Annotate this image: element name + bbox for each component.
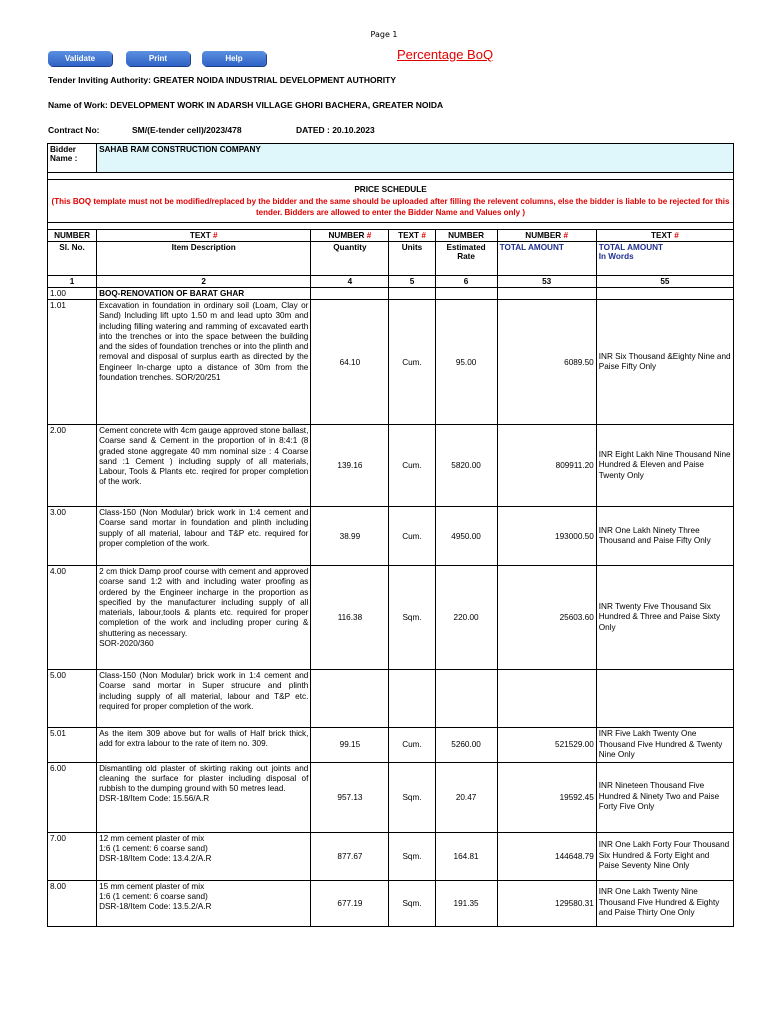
item-total-amount[interactable]: 144648.79 (497, 832, 596, 880)
contract-number: SM/(E-tender cell)/2023/478 (132, 125, 242, 135)
column-number-row (48, 276, 734, 288)
type-cell: NUMBER (435, 230, 497, 242)
help-button[interactable]: Help (202, 51, 266, 66)
header-amount-in-words: TOTAL AMOUNT In Words (596, 242, 733, 276)
item-total-amount[interactable]: 193000.50 (497, 507, 596, 566)
item-amount-in-words[interactable]: INR One Lakh Ninety Three Thousand and Paise Fifty Only (596, 507, 733, 566)
column-number: 55 (596, 276, 733, 288)
type-cell: TEXT # (97, 230, 311, 242)
item-number: 1.01 (48, 300, 97, 425)
item-unit: Cum. (389, 728, 435, 763)
spacer-row (48, 173, 734, 180)
contract-label: Contract No: (48, 125, 100, 135)
bidder-label: Bidder Name : (48, 144, 97, 173)
header-estimated-rate: Estimated Rate (435, 242, 497, 276)
item-quantity: 139.16 (311, 425, 389, 507)
item-quantity: 877.67 (311, 832, 389, 880)
table-row (48, 762, 734, 832)
contract-info (48, 125, 375, 135)
item-description: 12 mm cement plaster of mix 1:6 (1 cement: 6 coarse sand) DSR-18/Item Code: 13.4.2/A.R (97, 832, 311, 880)
column-number: 5 (389, 276, 435, 288)
item-unit: Cum. (389, 425, 435, 507)
item-description: Class-150 (Non Modular) brick work in 1:4 cement and Coarse sand mortar in Super strucure and plinth including supply of all material, labour and T&P etc. required for proper completion of the work. (97, 670, 311, 728)
name-of-work: Name of Work: DEVELOPMENT WORK IN ADARSH VILLAGE GHORI BACHERA, GREATER NOIDA (48, 100, 444, 110)
column-number: 4 (311, 276, 389, 288)
item-estimated-rate[interactable]: 191.35 (435, 880, 497, 926)
item-description: 15 mm cement plaster of mix 1:6 (1 cement: 6 coarse sand) DSR-18/Item Code: 13.5.2/A.R (97, 880, 311, 926)
item-total-amount[interactable]: 809911.20 (497, 425, 596, 507)
item-total-amount[interactable]: 521529.00 (497, 728, 596, 763)
type-cell: NUMBER (48, 230, 97, 242)
item-description: 2 cm thick Damp proof course with cement and approved coarse sand 1:2 with and including water proofing as ordered by the Engineer incharge in the proportion as specified by the manufacturer including supply of all materials, labour,tools & plants etc. required for proper completion of the work and including proper curing & shuttering as necessary. SOR-2020/360 (97, 566, 311, 670)
type-cell: TEXT # (596, 230, 733, 242)
item-quantity: 99.15 (311, 728, 389, 763)
column-number: 53 (497, 276, 596, 288)
table-row (48, 507, 734, 566)
type-cell: NUMBER # (311, 230, 389, 242)
item-quantity: 116.38 (311, 566, 389, 670)
item-unit: Sqm. (389, 832, 435, 880)
table-row (48, 728, 734, 763)
column-number: 6 (435, 276, 497, 288)
item-number: 3.00 (48, 507, 97, 566)
header-row (48, 242, 734, 276)
item-total-amount[interactable]: 129580.31 (497, 880, 596, 926)
item-estimated-rate[interactable]: 164.81 (435, 832, 497, 880)
item-number: 7.00 (48, 832, 97, 880)
item-amount-in-words[interactable] (596, 670, 733, 728)
item-number: 4.00 (48, 566, 97, 670)
item-total-amount[interactable] (497, 670, 596, 728)
section-title: BOQ-RENOVATION OF BARAT GHAR (97, 288, 311, 300)
section-number: 1.00 (48, 288, 97, 300)
spacer-row (48, 223, 734, 230)
item-description: Dismantling old plaster of skirting raking out joints and cleaning the surface for plaster including disposal of rubbish to the dumping ground with 50 metres lead. DSR-18/Item Code: 15.56/A.R (97, 762, 311, 832)
item-amount-in-words[interactable]: INR Five Lakh Twenty One Thousand Five Hundred & Twenty Nine Only (596, 728, 733, 763)
item-estimated-rate[interactable]: 4950.00 (435, 507, 497, 566)
header-total-amount: TOTAL AMOUNT (497, 242, 596, 276)
print-button[interactable]: Print (126, 51, 190, 66)
item-amount-in-words[interactable]: INR Nineteen Thousand Five Hundred & Ninety Two and Paise Forty Five Only (596, 762, 733, 832)
type-cell: TEXT # (389, 230, 435, 242)
item-total-amount[interactable]: 19592.45 (497, 762, 596, 832)
item-estimated-rate[interactable]: 220.00 (435, 566, 497, 670)
item-description: As the item 309 above but for walls of Half brick thick, add for extra labour to the rate of item no. 309. (97, 728, 311, 763)
item-amount-in-words[interactable]: INR Eight Lakh Nine Thousand Nine Hundred & Eleven and Paise Twenty Only (596, 425, 733, 507)
item-total-amount[interactable]: 6089.50 (497, 300, 596, 425)
item-unit: Sqm. (389, 762, 435, 832)
type-cell: NUMBER # (497, 230, 596, 242)
item-description: Class-150 (Non Modular) brick work in 1:4 cement and Coarse sand mortar in foundation and plinth including supply of all material, labour and T&P etc. required for proper completion of the work. (97, 507, 311, 566)
item-description: Cement concrete with 4cm gauge approved stone ballast, Coarse sand & Cement in the proportion of in 8:4:1 (8 graded stone aggregate 40 mm nominal size : 4 Coarse sand :1 Cement ) including supply of all materials, Labour, Tools & Plants etc. reqired for proper completion of the work. (97, 425, 311, 507)
column-number: 1 (48, 276, 97, 288)
item-amount-in-words[interactable]: INR Twenty Five Thousand Six Hundred & Three and Paise Sixty Only (596, 566, 733, 670)
header-quantity: Quantity (311, 242, 389, 276)
item-unit (389, 670, 435, 728)
table-row (48, 670, 734, 728)
item-unit: Cum. (389, 300, 435, 425)
item-quantity: 64.10 (311, 300, 389, 425)
page-title: Percentage BoQ (396, 47, 494, 62)
item-description: Excavation in foundation in ordinary soil (Loam, Clay or Sand) Including lift upto 1.50 m and lead upto 30m and including filling watering and ramming of excavated earth into the trenches or into the space between the building and the sides of foundation trenches or into the plinth and removal and disposal of surplus earth as directed by the Engineer In-charge upto a distance of 30m from the foundation trenches. SOR/20/251 (97, 300, 311, 425)
item-amount-in-words[interactable]: INR One Lakh Twenty Nine Thousand Five Hundred & Eighty and Paise Thirty One Only (596, 880, 733, 926)
price-schedule-heading: PRICE SCHEDULE (354, 185, 427, 194)
item-unit: Sqm. (389, 566, 435, 670)
boq-warning: (This BOQ template must not be modified/replaced by the bidder and the same should be uploaded after filling the relevent columns, else the bidder is liable to be rejected for this tender. Bidders are allowed to enter the Bidder Name and Values only ) (51, 197, 730, 217)
item-estimated-rate[interactable]: 20.47 (435, 762, 497, 832)
table-row (48, 832, 734, 880)
tender-authority: Tender Inviting Authority: GREATER NOIDA INDUSTRIAL DEVELOPMENT AUTHORITY (48, 75, 397, 85)
item-unit: Cum. (389, 507, 435, 566)
section-row (48, 288, 734, 300)
bidder-name-field[interactable]: SAHAB RAM CONSTRUCTION COMPANY (97, 144, 734, 173)
table-row (48, 566, 734, 670)
item-number: 8.00 (48, 880, 97, 926)
item-number: 5.01 (48, 728, 97, 763)
item-estimated-rate[interactable]: 5820.00 (435, 425, 497, 507)
table-row (48, 880, 734, 926)
header-units: Units (389, 242, 435, 276)
boq-table (47, 143, 734, 927)
item-estimated-rate[interactable] (435, 670, 497, 728)
item-number: 2.00 (48, 425, 97, 507)
item-number: 5.00 (48, 670, 97, 728)
item-quantity: 677.19 (311, 880, 389, 926)
page-label: Page 1 (370, 30, 398, 39)
item-amount-in-words[interactable]: INR Six Thousand &Eighty Nine and Paise Fifty Only (596, 300, 733, 425)
price-schedule-row (48, 180, 734, 223)
type-row (48, 230, 734, 242)
validate-button[interactable]: Validate (48, 51, 112, 66)
item-unit: Sqm. (389, 880, 435, 926)
item-number: 6.00 (48, 762, 97, 832)
item-quantity: 38.99 (311, 507, 389, 566)
item-quantity: 957.13 (311, 762, 389, 832)
contract-date: DATED : 20.10.2023 (296, 125, 375, 135)
item-amount-in-words[interactable]: INR One Lakh Forty Four Thousand Six Hundred & Forty Eight and Paise Seventy Nine Only (596, 832, 733, 880)
item-quantity (311, 670, 389, 728)
item-estimated-rate[interactable]: 5260.00 (435, 728, 497, 763)
bidder-row (48, 144, 734, 173)
header-sl-no: Sl. No. (48, 242, 97, 276)
table-row (48, 425, 734, 507)
column-number: 2 (97, 276, 311, 288)
table-row (48, 300, 734, 425)
header-item-description: Item Description (97, 242, 311, 276)
item-estimated-rate[interactable]: 95.00 (435, 300, 497, 425)
item-total-amount[interactable]: 25603.60 (497, 566, 596, 670)
